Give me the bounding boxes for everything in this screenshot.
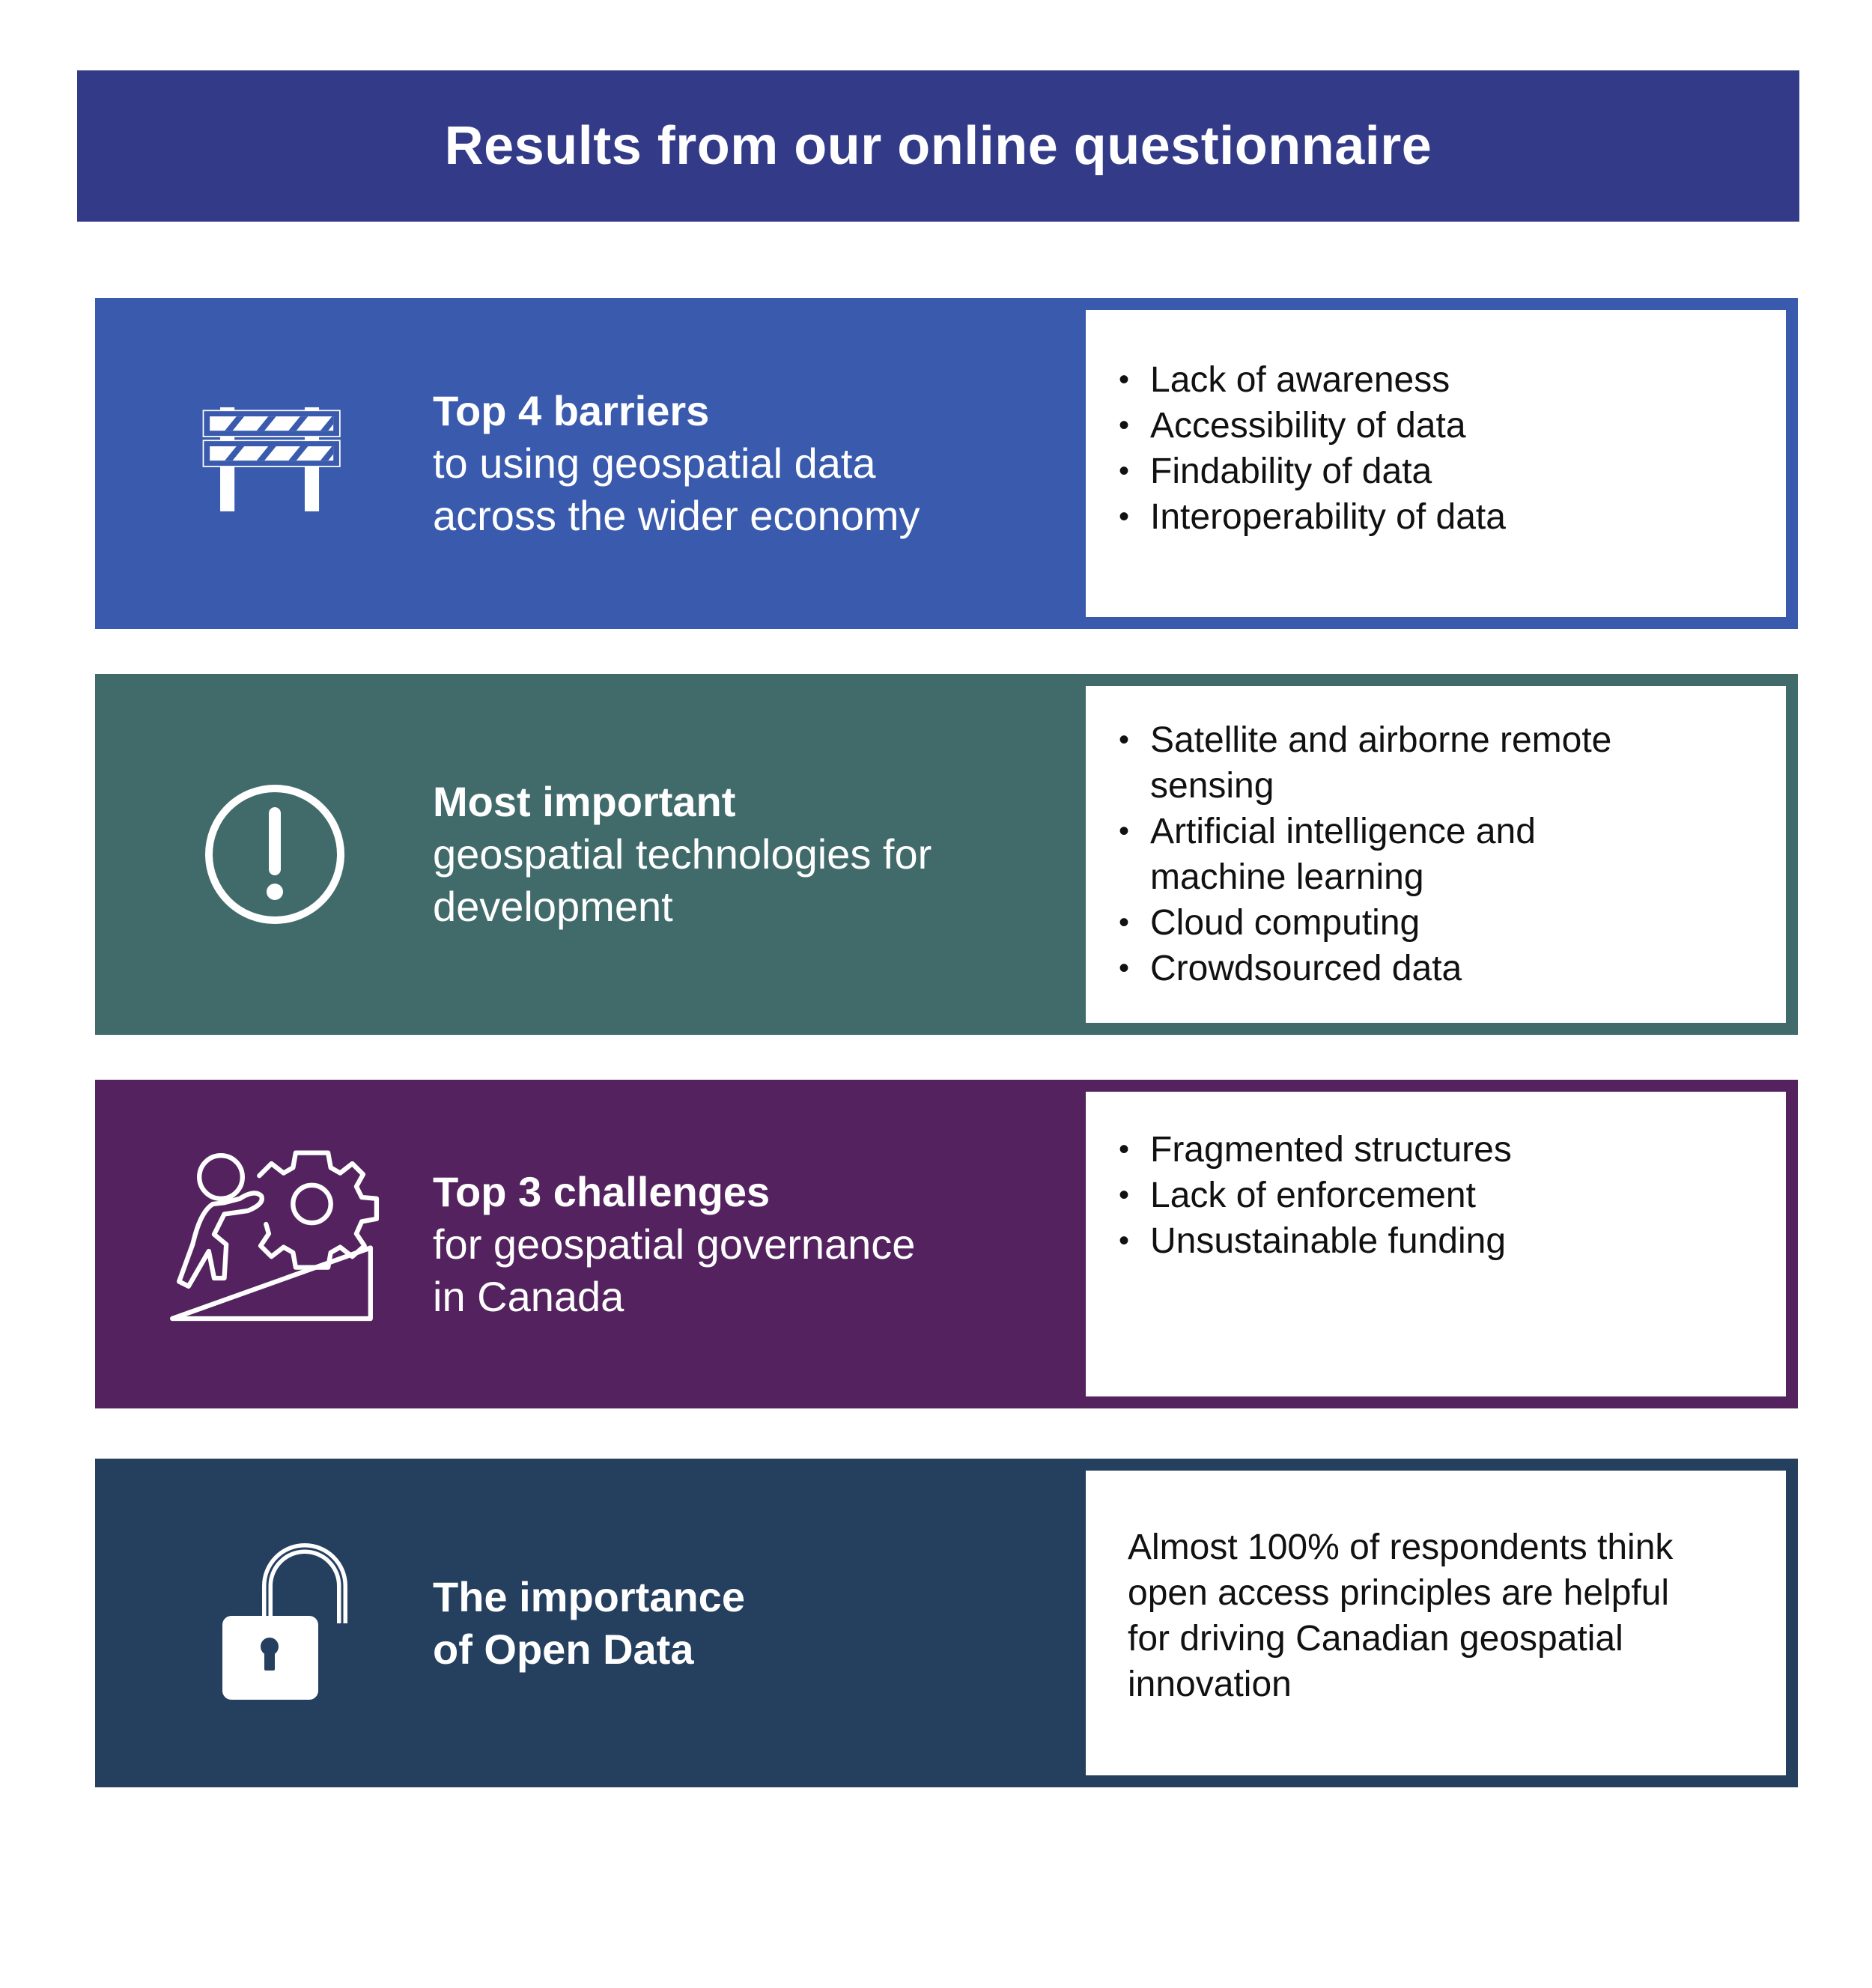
results-list <box>1086 357 1786 540</box>
list-item: • Artificial intelligence and machine learning <box>1150 809 1614 900</box>
results-list <box>1086 1127 1786 1264</box>
section-title <box>433 1080 1047 1408</box>
list-item: • Crowdsourced data <box>1150 946 1786 991</box>
section-heading-line: of Open Data <box>433 1625 694 1673</box>
section-subtitle-line: for geospatial governance <box>433 1220 916 1268</box>
section-technologies <box>95 674 1798 1035</box>
list-item: • Fragmented structures <box>1150 1127 1786 1173</box>
results-panel <box>1086 310 1786 617</box>
result-statement: Almost 100% of respondents think open access principles are helpful for driving Canadian geospatial innovation <box>1128 1527 1674 1704</box>
section-title <box>433 298 1047 629</box>
barrier-icon <box>95 298 455 629</box>
section-heading: Top 3 challenges <box>433 1167 771 1215</box>
section-heading: Most important <box>433 778 736 825</box>
list-item: • Accessibility of data <box>1150 403 1786 449</box>
section-subtitle-line: in Canada <box>433 1272 624 1320</box>
list-item: • Lack of enforcement <box>1150 1173 1786 1218</box>
list-item: • Findability of data <box>1150 449 1786 494</box>
section-subtitle-line: development <box>433 883 673 930</box>
exclamation-circle-icon <box>95 674 455 1035</box>
results-panel <box>1086 1092 1786 1396</box>
results-panel <box>1086 686 1786 1023</box>
results-panel <box>1086 1471 1786 1775</box>
person-pushing-gear-uphill-icon <box>95 1080 455 1408</box>
section-challenges <box>95 1080 1798 1408</box>
section-subtitle-line: geospatial technologies for <box>433 830 932 878</box>
section-subtitle-line: across the wider economy <box>433 492 920 539</box>
section-heading: Top 4 barriers <box>433 387 710 434</box>
list-item: • Lack of awareness <box>1150 357 1786 403</box>
list-item: • Unsustainable funding <box>1150 1218 1786 1264</box>
list-item: • Satellite and airborne remote sensing <box>1150 717 1689 809</box>
unlocked-padlock-icon <box>95 1459 455 1787</box>
section-title <box>433 1459 1047 1787</box>
section-subtitle-line: to using geospatial data <box>433 440 876 487</box>
list-item: • Cloud computing <box>1150 900 1786 946</box>
section-barriers <box>95 298 1798 629</box>
section-title <box>433 674 1047 1035</box>
title-bar <box>77 70 1799 222</box>
results-list <box>1086 717 1786 991</box>
section-heading: The importance <box>433 1572 745 1620</box>
page-title: Results from our online questionnaire <box>444 116 1432 176</box>
list-item: • Interoperability of data <box>1150 494 1786 540</box>
section-open-data <box>95 1459 1798 1787</box>
